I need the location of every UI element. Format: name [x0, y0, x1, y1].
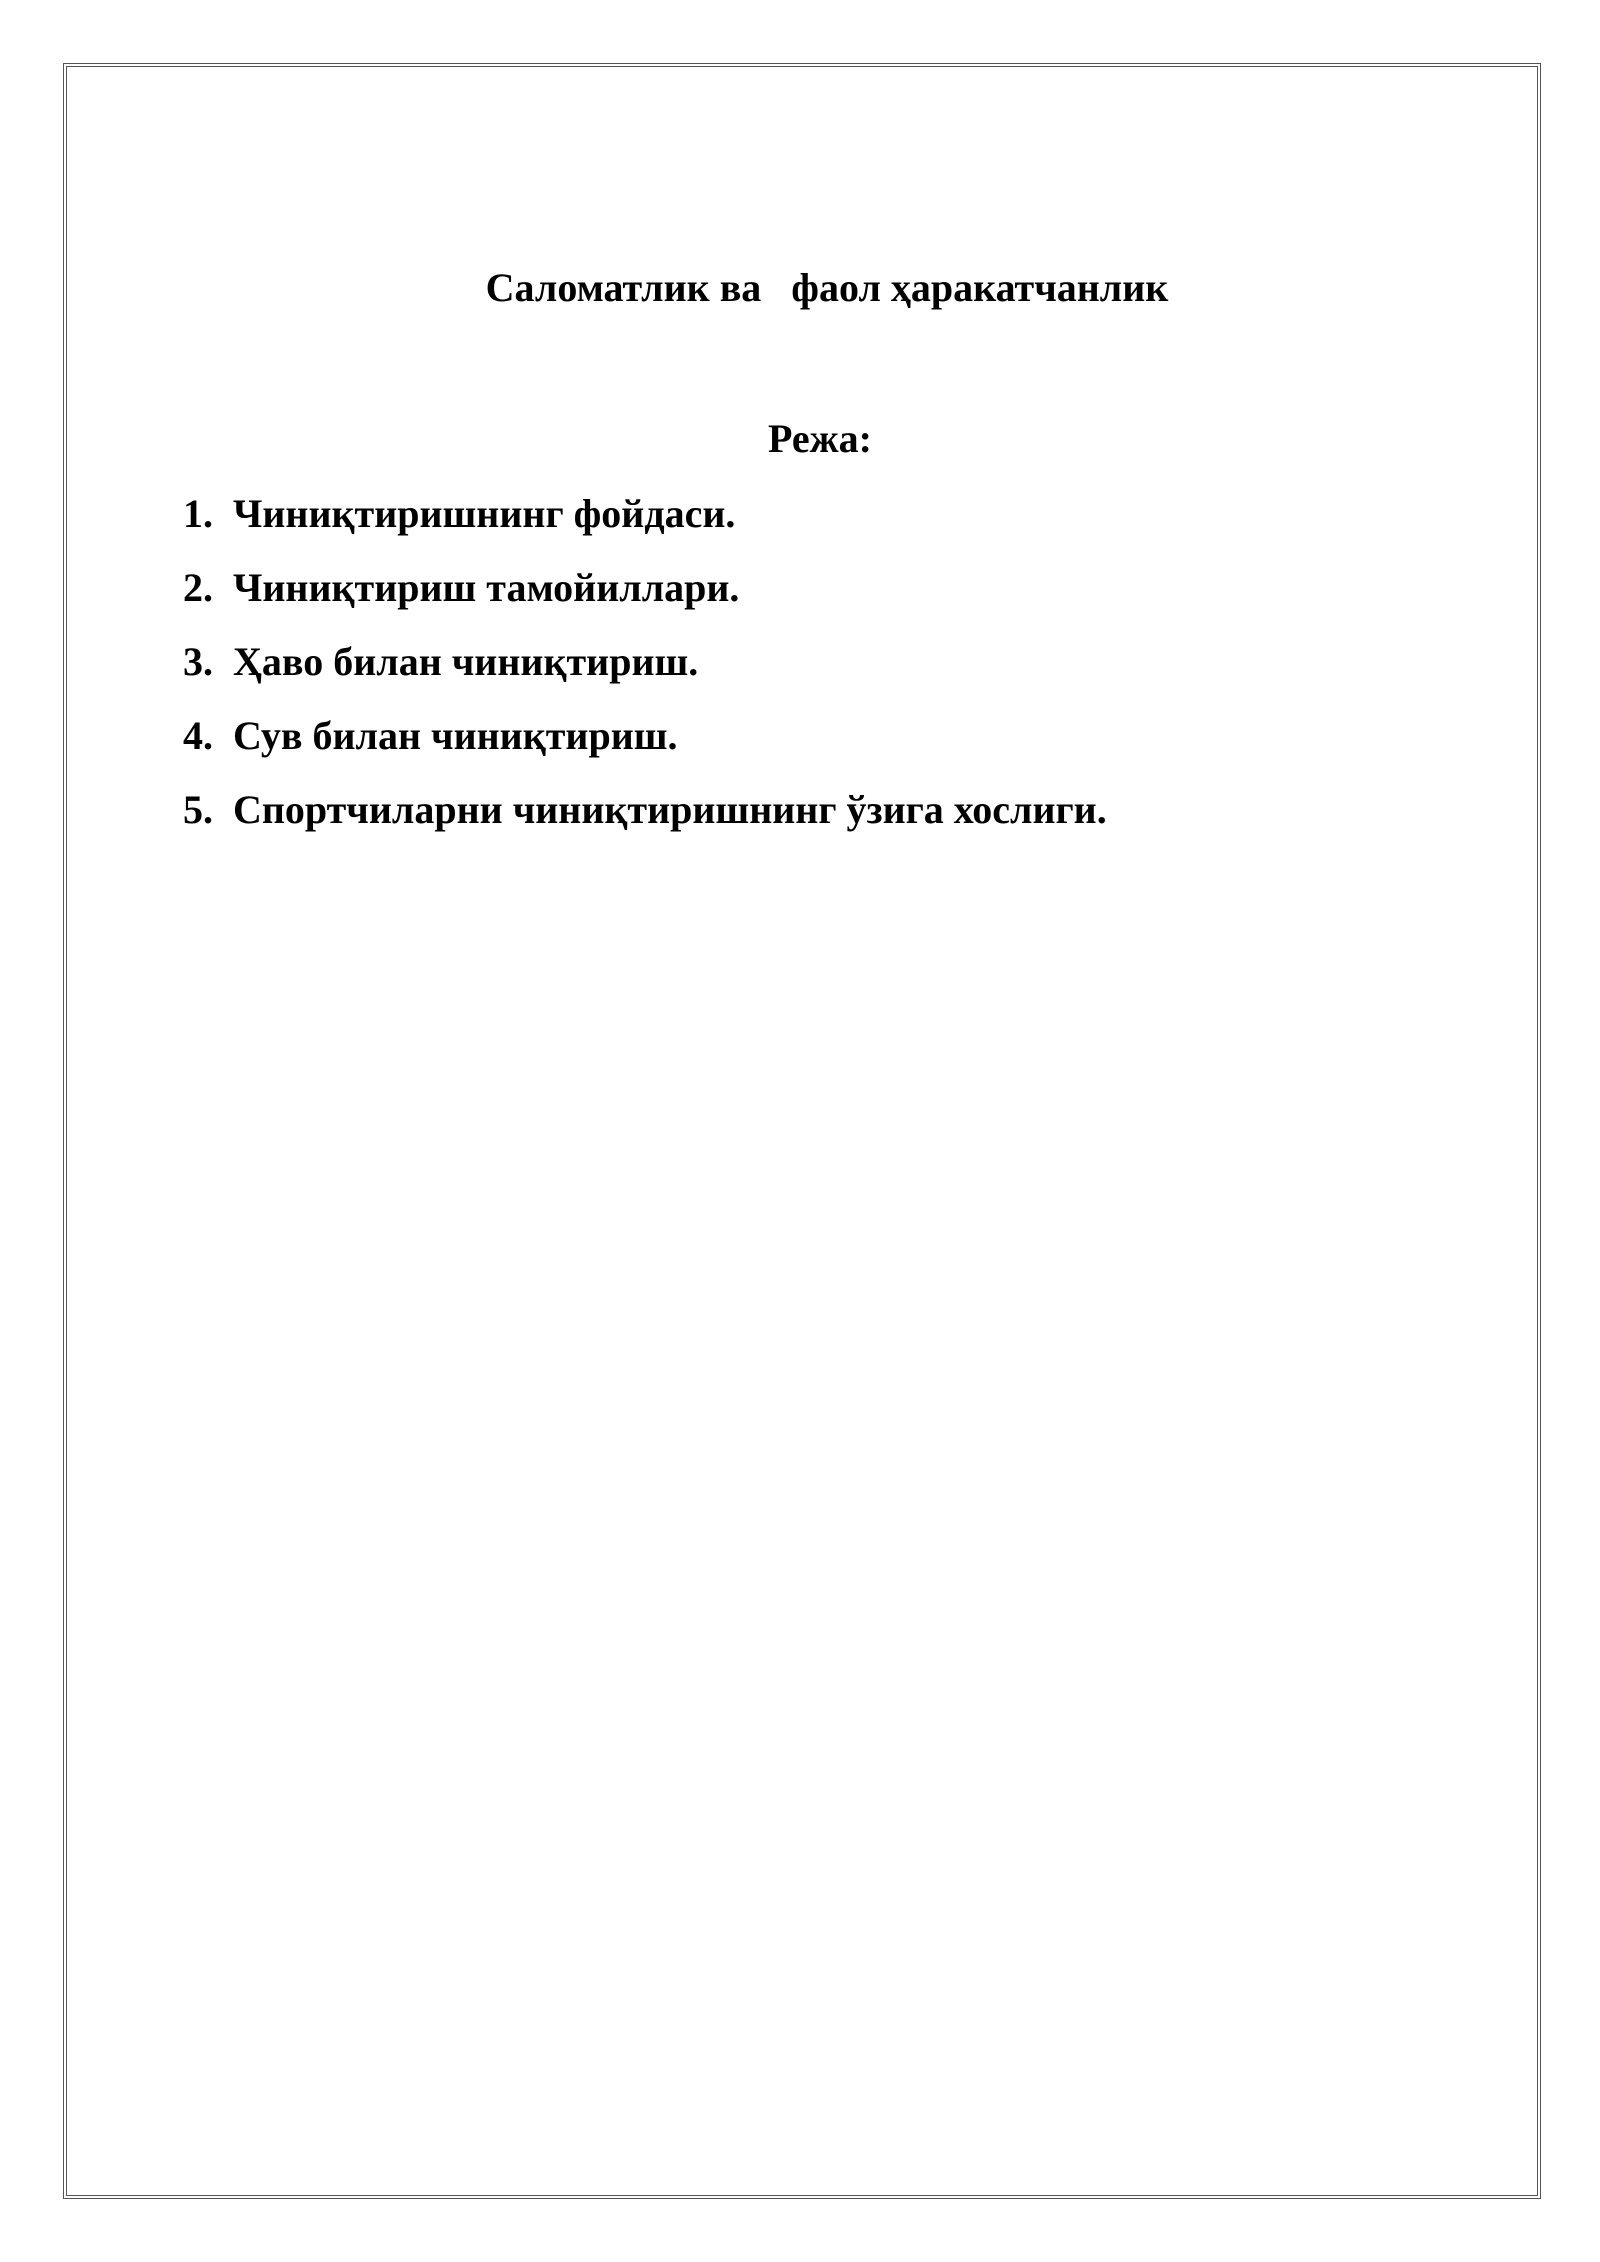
plan-item-number: 5.: [183, 787, 213, 832]
plan-item-number: 3.: [183, 639, 213, 684]
plan-item-text: Сув билан чиниқтириш.: [233, 713, 678, 758]
plan-item-1: [183, 488, 1107, 562]
plan-item-5: [183, 784, 1107, 858]
page-border: [63, 63, 1541, 2199]
plan-item-2: [183, 562, 1107, 636]
plan-item-text: Спортчиларни чиниқтиришнинг ўзига хослиги.: [233, 787, 1107, 832]
plan-item-text: Чиниқтиришнинг фойдаси.: [233, 491, 736, 536]
plan-item-number: 2.: [183, 565, 213, 610]
plan-item-number: 4.: [183, 713, 213, 758]
plan-item-text: Ҳаво билан чиниқтириш.: [233, 639, 699, 684]
plan-item-text: Чиниқтириш тамойиллари.: [233, 565, 740, 610]
plan-item-number: 1.: [183, 491, 213, 536]
plan-item-3: [183, 636, 1107, 710]
plan-item-4: [183, 710, 1107, 784]
plan-list: [183, 488, 1107, 858]
document-title: Саломатлик ва фаол ҳаракатчанлик: [485, 265, 1169, 310]
plan-heading: Режа:: [768, 416, 872, 461]
